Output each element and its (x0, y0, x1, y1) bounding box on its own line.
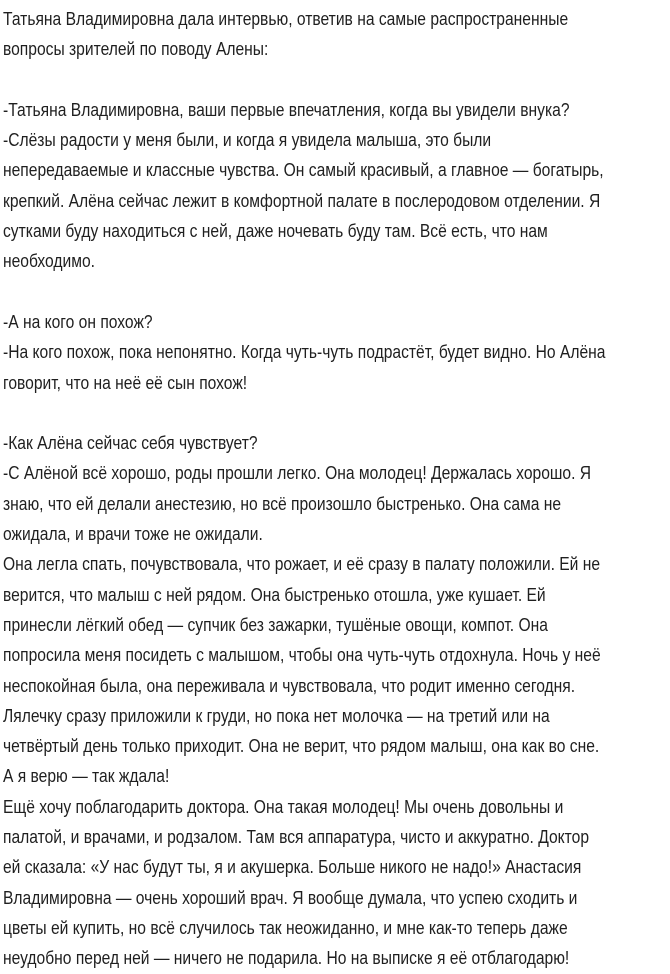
answer-line: попросила меня посидеть с малышом, чтобы она чуть-чуть отдохнула. Ночь у неё (3, 644, 601, 666)
intro-paragraph (3, 4, 670, 65)
interview-article (3, 4, 670, 974)
question-text: -А на кого он похож? (3, 310, 153, 332)
text-line: вопросы зрителей по поводу Алены: (3, 38, 269, 60)
answer-line: сутками буду находиться с ней, даже ночевать буду там. Всё есть, что нам (3, 220, 548, 242)
answer-line: палатой, и врачами, и родзалом. Там вся аппаратура, чисто и аккуратно. Доктор (3, 826, 590, 848)
answer-line: говорит, что на неё её сын похож! (3, 371, 248, 393)
answer-line: неудобно перед ней — ничего не подарила. Но на выписке я её отблагодарю! (3, 947, 570, 969)
paragraph-gap (3, 65, 670, 95)
answer-line: А я верю — так ждала! (3, 765, 170, 787)
answer-line: верится, что малыш с ней рядом. Она быстренько отошла, уже кушает. Ей (3, 583, 546, 605)
text-line: Татьяна Владимировна дала интервью, ответив на самые распространенные (3, 8, 569, 29)
answer-line: принесли лёгкий обед — супчик без зажарки, тушёные овощи, компот. Она (3, 613, 548, 635)
answer-line: необходимо. (3, 250, 96, 272)
answer-line: цветы ей купить, но всё случилось так неожиданно, и мне как-то теперь даже (3, 916, 568, 938)
qa-block-wellbeing (3, 428, 670, 973)
question-text: -Татьяна Владимировна, ваши первые впечатления, когда вы увидели внука? (3, 98, 570, 120)
answer-line: -На кого похож, пока непонятно. Когда чуть-чуть подрастёт, будет видно. Но Алёна (3, 341, 606, 363)
paragraph-gap (3, 398, 670, 428)
answer-line: Ещё хочу поблагодарить доктора. Она такая молодец! Мы очень довольны и (3, 795, 564, 817)
answer-line: -Слёзы радости у меня были, и когда я увидела малыша, это были (3, 129, 492, 151)
qa-block-resemblance (3, 307, 670, 398)
answer-line: крепкий. Алёна сейчас лежит в комфортной палате в послеродовом отделении. Я (3, 189, 601, 211)
answer-line: неспокойная была, она переживала и чувствовала, что родит именно сегодня. (3, 674, 576, 696)
answer-line: Она легла спать, почувствовала, что рожает, и её сразу в палату положили. Ей не (3, 553, 601, 575)
answer-line: -С Алёной всё хорошо, роды прошли легко. Она молодец! Держалась хорошо. Я (3, 462, 592, 484)
answer-line: непередаваемые и классные чувства. Он самый красивый, а главное — богатырь, (3, 159, 604, 181)
answer-line: Владимировна — очень хороший врач. Я вообще думала, что успею сходить и (3, 886, 578, 908)
answer-line: четвёртый день только приходит. Она не верит, что рядом малыш, она как во сне. (3, 735, 600, 757)
question-text: -Как Алёна сейчас себя чувствует? (3, 432, 258, 454)
paragraph-gap (3, 277, 670, 307)
answer-line: ожидала, и врачи тоже не ожидали. (3, 523, 263, 545)
answer-line: Лялечку сразу приложили к груди, но пока нет молочка — на третий или на (3, 704, 550, 726)
answer-line: ей сказала: «У нас будут ты, я и акушерка. Больше никого не надо!» Анастасия (3, 856, 582, 878)
answer-line: знаю, что ей делали анестезию, но всё произошло быстренько. Она сама не (3, 492, 562, 514)
qa-block-first-impressions (3, 95, 670, 277)
